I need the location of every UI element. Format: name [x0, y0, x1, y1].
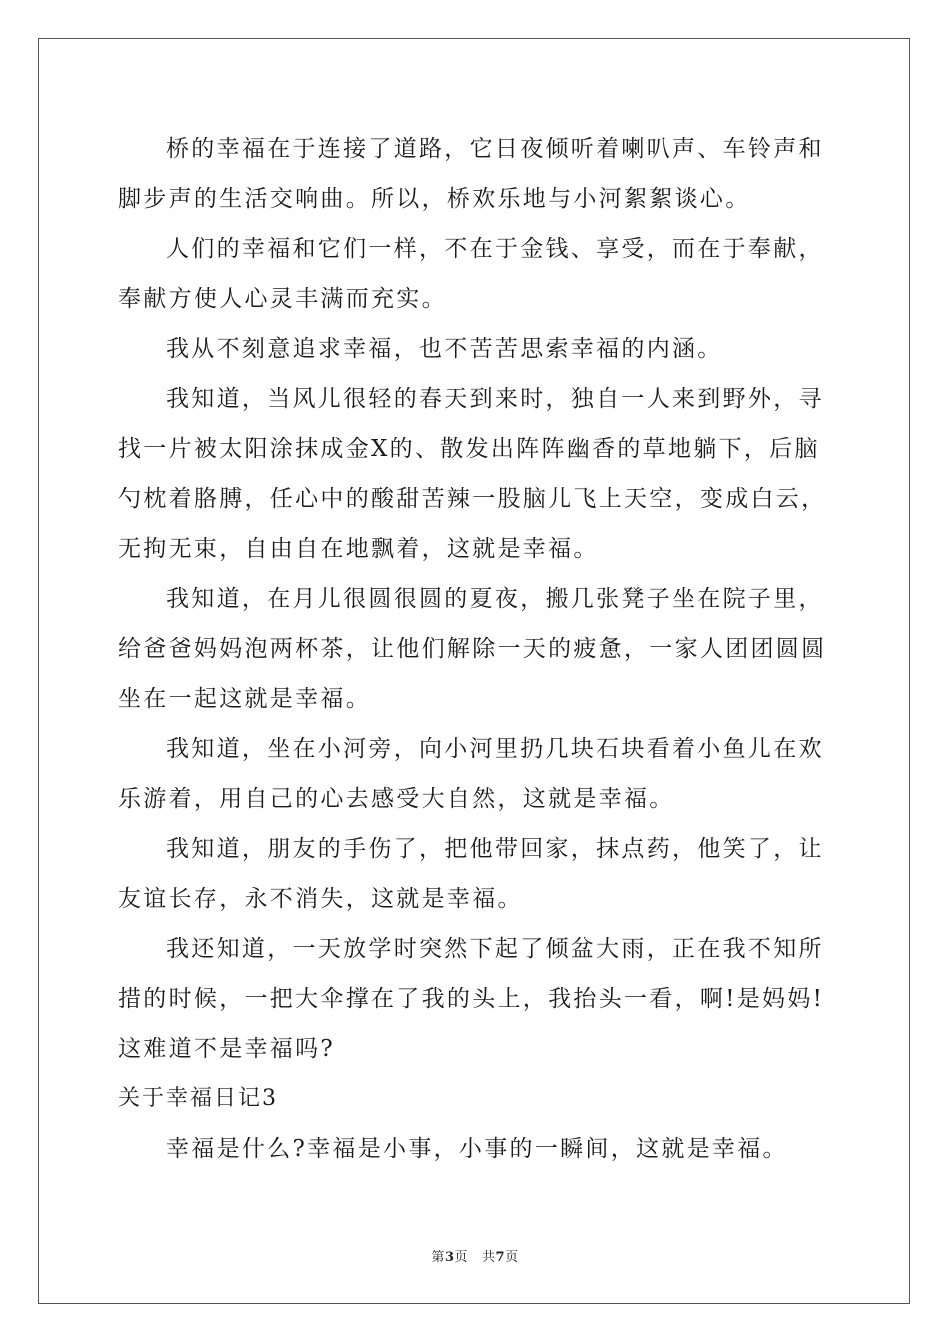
page-current: 3 [444, 1250, 455, 1265]
page-suffix: 页 [454, 1250, 468, 1265]
total-prefix: 共 [482, 1250, 496, 1265]
paragraph-not-seeking: 我从不刻意追求幸福，也不苦苦思索幸福的内涵。 [166, 336, 723, 362]
page-footer [0, 1246, 950, 1265]
document-body [118, 124, 834, 1174]
paragraph-people: 人们的幸福和它们一样，不在于金钱、享受，而在于奉献，奉献方使人心灵丰满而充实。 [118, 236, 824, 312]
paragraph-summer-night: 我知道，在月儿很圆很圆的夏夜，搬几张凳子坐在院子里，给爸爸妈妈泡两杯茶，让他们解除一天的疲惫，一家人团团圆圆坐在一起这就是幸福。 [118, 586, 827, 712]
paragraph-friend: 我知道，朋友的手伤了，把他带回家，抹点药，他笑了，让友谊长存，永不消失，这就是幸福。 [118, 836, 824, 912]
section-heading: 关于幸福日记3 [118, 1086, 278, 1111]
page-total: 7 [495, 1250, 506, 1265]
paragraph-spring: 我知道，当风儿很轻的春天到来时，独自一人来到野外，寻找一片被太阳涂抹成金X的、散发出阵阵幽香的草地躺下，后脑勺枕着胳膊，任心中的酸甜苦辣一股脑儿飞上天空，变成白云，无拘无束，自由自在地飘着，这就是幸福。 [118, 386, 827, 562]
page-prefix: 第 [431, 1250, 445, 1265]
total-suffix: 页 [505, 1250, 519, 1265]
paragraph-river: 我知道，坐在小河旁，向小河里扔几块石块看着小鱼儿在欢乐游着，用自己的心去感受大自然，这就是幸福。 [118, 736, 824, 812]
paragraph-bridge: 桥的幸福在于连接了道路，它日夜倾听着喇叭声、车铃声和脚步声的生活交响曲。所以，桥欢乐地与小河絮絮谈心。 [118, 136, 824, 212]
paragraph-umbrella: 我还知道，一天放学时突然下起了倾盆大雨，正在我不知所措的时候，一把大伞撑在了我的头上，我抬头一看，啊!是妈妈!这难道不是幸福吗? [118, 936, 825, 1062]
paragraph-what-is-happiness: 幸福是什么?幸福是小事，小事的一瞬间，这就是幸福。 [166, 1136, 788, 1162]
